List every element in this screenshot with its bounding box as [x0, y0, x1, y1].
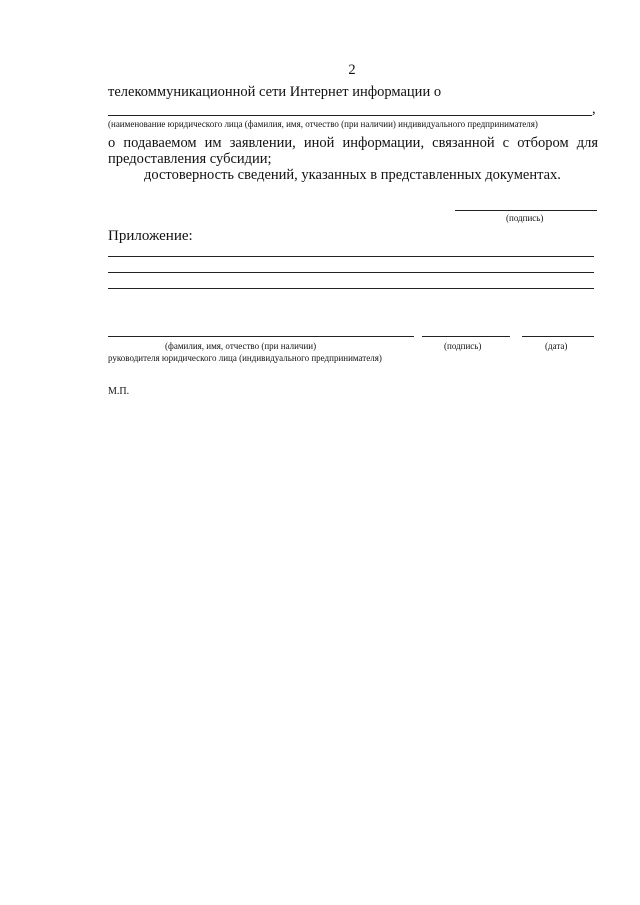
attachment-line — [108, 272, 594, 273]
fio-caption-line2: руководителя юридического лица (индивидуального предпринимателя) — [108, 353, 382, 363]
paragraph-line: предоставления субсидии; — [108, 151, 272, 167]
fio-caption: (фамилия, имя, отчество (при наличии) — [165, 341, 317, 351]
signature-line — [455, 210, 597, 211]
date-line — [522, 336, 594, 337]
attachment-line — [108, 256, 594, 257]
paragraph-line: о подаваемом им заявлении, иной информации, связанной с отбором для — [108, 135, 598, 151]
signature-caption: (подпись) — [444, 341, 482, 351]
entity-name-line — [108, 115, 592, 116]
page-number: 2 — [348, 62, 356, 78]
signature-line — [422, 336, 510, 337]
entity-name-caption: (наименование юридического лица (фамилия, имя, отчество (при наличии) индивидуального предпринимателя) — [108, 119, 538, 129]
comma: , — [592, 101, 596, 117]
stamp-label: М.П. — [108, 386, 130, 397]
attachment-label: Приложение: — [108, 228, 193, 244]
paragraph-line: достоверность сведений, указанных в представленных документах. — [144, 167, 561, 183]
fio-line — [108, 336, 414, 337]
date-caption: (дата) — [545, 341, 568, 351]
attachment-line — [108, 288, 594, 289]
paragraph-line: телекоммуникационной сети Интернет информации о — [108, 84, 442, 100]
signature-caption: (подпись) — [506, 213, 544, 223]
